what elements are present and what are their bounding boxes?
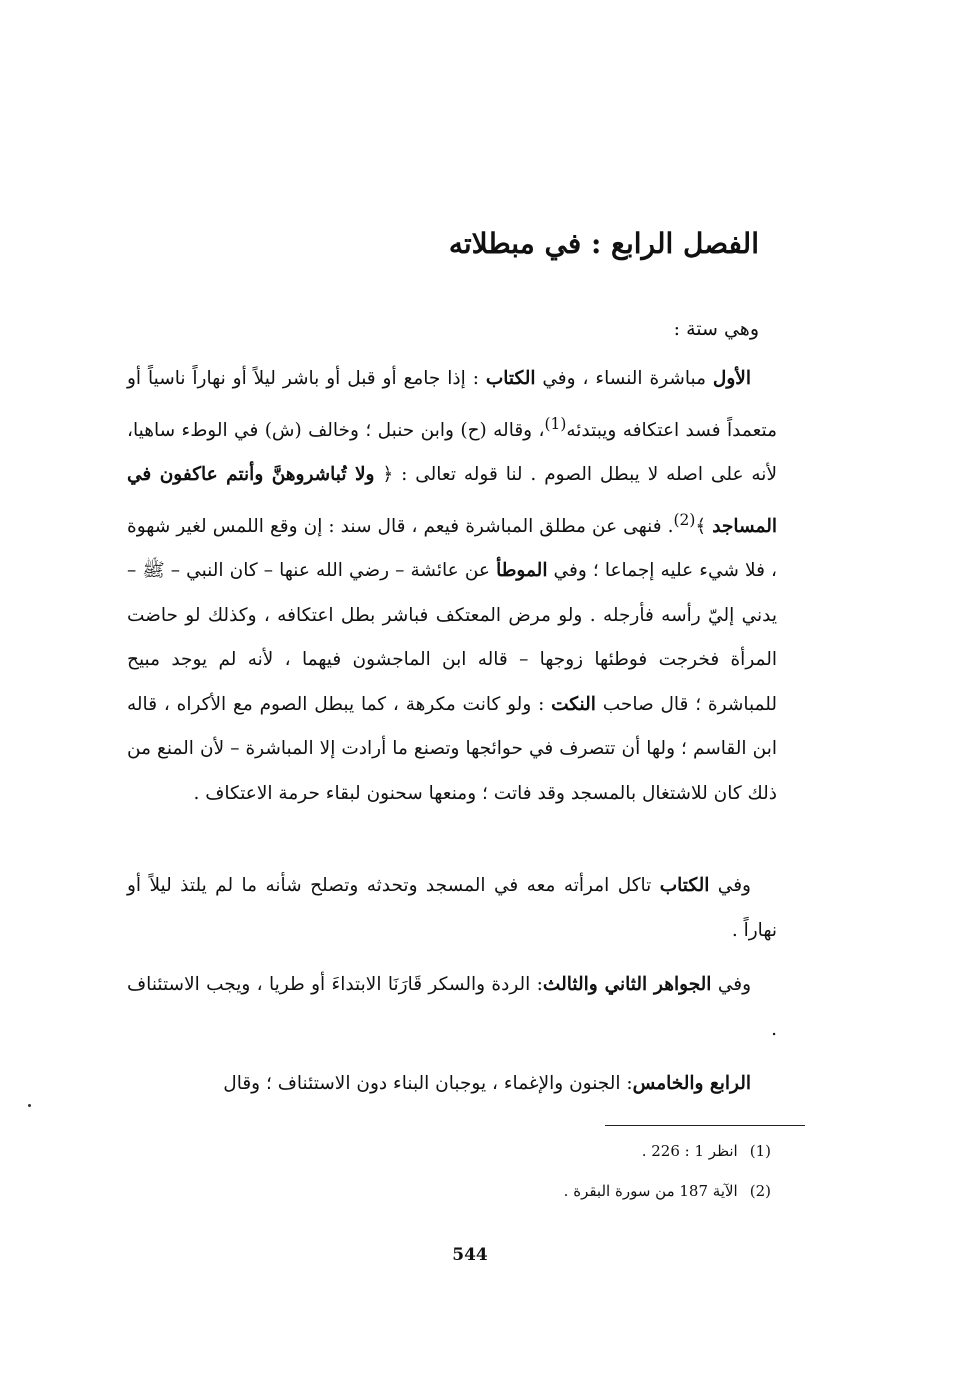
paragraph-first xyxy=(127,357,777,816)
paragraph-fourth xyxy=(127,1062,777,1107)
footnote-text: انظر 1 : 226 . xyxy=(641,1142,738,1160)
footnote-number: (2) xyxy=(749,1182,771,1200)
text-run: . فنهى عن مطلق المباشرة فيعم ، قال سند : إن وقع اللمس لغير شهوة ، فلا شيء عليه إجماعا ؛ وفي xyxy=(127,515,777,582)
chapter-title: الفصل الرابع : في مبطلاته xyxy=(448,227,759,260)
footnote-2 xyxy=(371,1176,771,1206)
text-run: : الجنون والإغماء ، يوجبان البناء دون الاستئناف ؛ وقال xyxy=(223,1073,633,1094)
paragraph-third xyxy=(127,963,777,1052)
text-run: : إذا جامع أو قبل أو باشر ليلاً أو نهاراً ناسياً أو متعمداً فسد اعتكافه ويبتدئه xyxy=(127,368,777,441)
intro-line: وهي ستة : xyxy=(673,318,759,340)
quran-quote: ولا تُباشروهنَّ وأنتم عاكفون في المساجد xyxy=(127,464,777,537)
bold-term: الكتاب xyxy=(659,875,710,896)
scan-speck xyxy=(28,1104,31,1107)
footnote-ref: (2) xyxy=(673,510,696,529)
bold-term: الرابع والخامس xyxy=(632,1073,751,1094)
bold-term: النكت xyxy=(551,693,596,715)
text-run: ﴾ xyxy=(695,515,713,537)
footnote-number: (1) xyxy=(749,1142,771,1160)
text-run: وفي xyxy=(709,875,751,896)
text-run: مباشرة النساء ، وفي xyxy=(535,368,713,389)
footnote-ref: (1) xyxy=(544,414,567,433)
footnote-text: الآية 187 من سورة البقرة . xyxy=(563,1182,738,1200)
paragraph-second xyxy=(127,864,777,953)
page-number: 544 xyxy=(452,1245,488,1265)
text-run: وفي xyxy=(711,974,752,995)
text-run: عن عائشة – رضي الله عنها – كان النبي – ﷺ – يدني إليّ رأسه فأرجله . ولو مرض المعتكف فباشر بطل اعتكافه ، وكذلك لو حاضت المرأة فخرجت فوطئها زوجها – قاله ابن الماجشون فيهما ، لأنه لم يوجد مبيح للمباشرة ؛ قال صاحب xyxy=(127,560,777,715)
footnote-1 xyxy=(371,1136,771,1166)
bold-term: الموطأ xyxy=(496,560,548,582)
bold-term: الجواهر الثاني والثالث xyxy=(542,974,712,995)
bold-term: الأول xyxy=(712,368,751,389)
bold-term: الكتاب xyxy=(485,368,536,389)
text-run: : الردة والسكر قَارَنَا الابتداءَ أو طريا ، ويجب الاستئناف . xyxy=(127,974,777,1040)
text-run: ، وقاله (ح) وابن حنبل ؛ وخالف (ش) في الوطء ساهيا، لأنه على اصله لا يبطل الصوم . لنا قوله تعالى : ﴿ xyxy=(127,419,777,486)
text-run: تاكل امرأته معه في المسجد وتحدثه وتصلح شأنه ما لم يلتذ ليلاً أو نهاراً . xyxy=(127,875,777,941)
text-run: : ولو كانت مكرهة ، كما يبطل الصوم مع الأكراه ، قاله ابن القاسم ؛ ولها أن تتصرف في حوائجها وتصنع ما أرادت إلا المباشرة – لأن المنع من ذلك كان للاشتغال بالمسجد وقد فاتت ؛ ومنعها سحنون لبقاء حرمة الاعتكاف . xyxy=(127,693,777,804)
footnote-separator xyxy=(605,1125,805,1126)
